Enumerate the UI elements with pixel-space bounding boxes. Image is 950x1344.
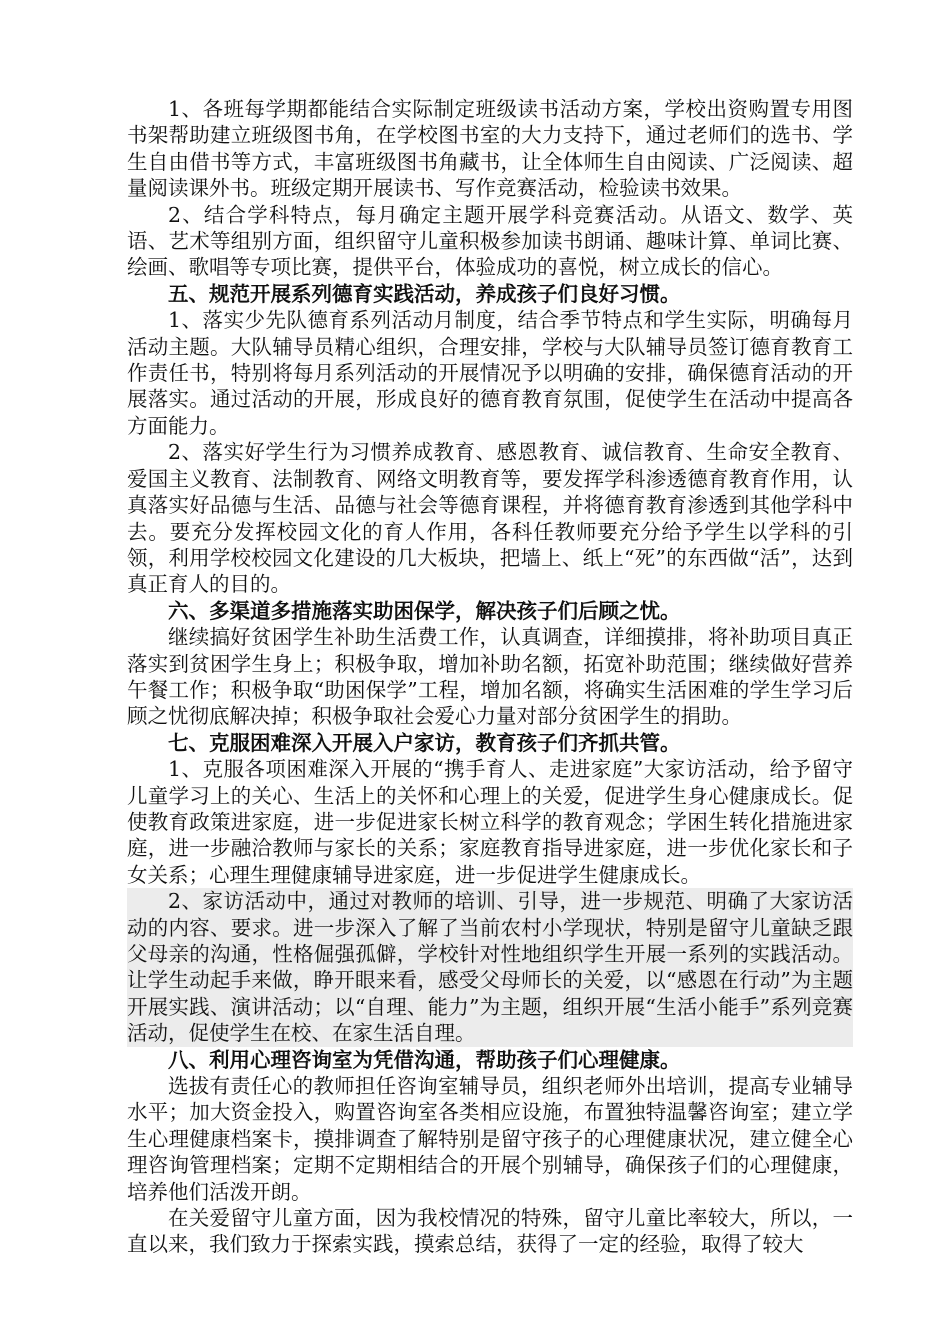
paragraph-7-shaded: 2、家访活动中，通过对教师的培训、引导，进一步规范、明确了大家访活动的内容、要求。进一步深入了解了当前农村小学现状，特别是留守儿童缺乏跟父母亲的沟通，性格倔强孤僻，学校针对性地组织学生开展一系列的实践活动。让学生动起手来做，睁开眼来看，感受父母师长的关爱，以“感恩在行动”为主题开展实践、演讲活动；以“自理、能力”为主题，组织开展“生活小能手”系列竞赛活动，促使学生在校、在家生活自理。: [127, 889, 853, 1046]
paragraph-1: 1、各班每学期都能结合实际制定班级读书活动方案，学校出资购置专用图书架帮助建立班级图书角，在学校图书室的大力支持下，通过老师们的选书、学生自由借书等方式，丰富班级图书角藏书，让全体师生自由阅读、广泛阅读、超量阅读课外书。班级定期开展读书、写作竞赛活动，检验读书效果。: [127, 97, 853, 201]
paragraph-8: 选拔有责任心的教师担任咨询室辅导员，组织老师外出培训，提高专业辅导水平；加大资金投入，购置咨询室各类相应设施，布置独特温馨咨询室；建立学生心理健康档案卡，摸排调查了解特别是留守孩子的心理健康状况，建立健全心理咨询管理档案；定期不定期相结合的开展个别辅导，确保孩子们的心理健康，培养他们活泼开朗。: [127, 1074, 853, 1204]
section-heading-5: 五、规范开展系列德育实践活动，养成孩子们良好习惯。: [168, 281, 681, 306]
paragraph-4: 2、落实好学生行为习惯养成教育、感恩教育、诚信教育、生命安全教育、爱国主义教育、法制教育、网络文明教育等，要发挥学科渗透德育教育作用，认真落实好品德与生活、品德与社会等德育课程，并将德育教育渗透到其他学科中去。要充分发挥校园文化的育人作用，各科任教师要充分给予学生以学科的引领，利用学校校园文化建设的几大板块，把墙上、纸上“死”的东西做“活”，达到真正育人的目的。: [127, 440, 853, 597]
section-heading-7: 七、克服困难深入开展入户家访，教育孩子们齐抓共管。: [168, 730, 681, 755]
paragraph-2: 2、结合学科特点，每月确定主题开展学科竞赛活动。从语文、数学、英语、艺术等组别方面，组织留守儿童积极参加读书朗诵、趣味计算、单词比赛、绘画、歌唱等专项比赛，提供平台，体验成功的喜悦，树立成长的信心。: [127, 202, 853, 280]
paragraph-6: 1、克服各项困难深入开展的“携手育人、走进家庭”大家访活动，给予留守儿童学习上的关心、生活上的关怀和心理上的关爱，促进学生身心健康成长。促使教育政策进家庭，进一步促进家长树立科学的教育观念；学困生转化措施进家庭，进一步融洽教师与家长的关系；家庭教育指导进家庭，进一步优化家长和子女关系；心理生理健康辅导进家庭，进一步促进学生健康成长。: [127, 757, 853, 887]
section-heading-8: 八、利用心理咨询室为凭借沟通，帮助孩子们心理健康。: [168, 1047, 681, 1072]
paragraph-3: 1、落实少先队德育系列活动月制度，结合季节特点和学生实际，明确每月活动主题。大队辅导员精心组织，合理安排，学校与大队辅导员签订德育教育工作责任书，特别将每月系列活动的开展情况予以明确的安排，确保德育活动的开展落实。通过活动的开展，形成良好的德育教育氛围，促使学生在活动中提高各方面能力。: [127, 308, 853, 438]
paragraph-9: 在关爱留守儿童方面，因为我校情况的特殊，留守儿童比率较大，所以，一直以来，我们致力于探索实践，摸索总结，获得了一定的经验，取得了较大: [127, 1206, 853, 1257]
section-heading-6: 六、多渠道多措施落实助困保学，解决孩子们后顾之忧。: [168, 598, 681, 623]
document-body: [127, 96, 853, 1258]
paragraph-5: 继续搞好贫困学生补助生活费工作，认真调查，详细摸排，将补助项目真正落实到贫困学生身上；积极争取，增加补助名额，拓宽补助范围；继续做好营养午餐工作；积极争取“助困保学”工程，增加名额，将确实生活困难的学生学习后顾之忧彻底解决掉；积极争取社会爱心力量对部分贫困学生的捐助。: [127, 625, 853, 729]
